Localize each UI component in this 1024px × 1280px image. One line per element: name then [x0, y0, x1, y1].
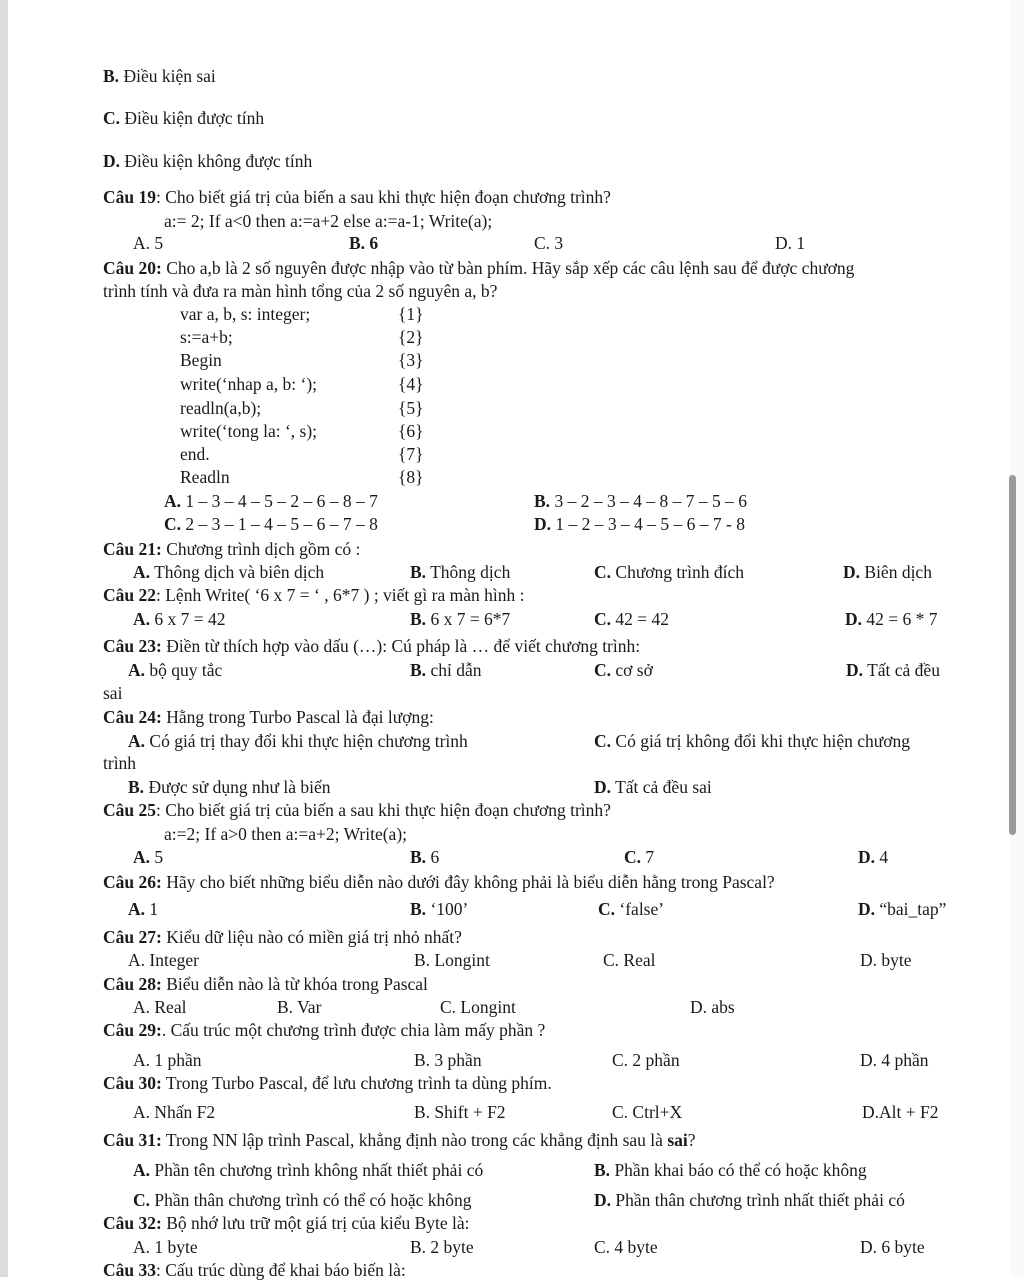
q20-question: Câu 20: Cho a,b là 2 số nguyên được nhập vào từ bàn phím. Hãy sắp xếp các câu lệnh sau để được chương	[103, 258, 855, 278]
q32-option-d: D. 6 byte	[860, 1237, 925, 1257]
q23-option-d-wrap: sai	[103, 683, 123, 703]
q22-question: Câu 22: Lệnh Write( ‘6 x 7 = ‘ , 6*7 ) ; viết gì ra màn hình :	[103, 585, 525, 605]
q20-stmt-code: write(‘nhap a, b: ‘);	[180, 374, 318, 394]
q24-question: Câu 24: Hằng trong Turbo Pascal là đại lượng:	[103, 707, 434, 727]
q29-option-b: B. 3 phần	[414, 1050, 482, 1070]
q26-option-b: B. ‘100’	[410, 899, 469, 919]
q20-stmt-num: {6}	[398, 421, 424, 441]
q26-question: Câu 26: Hãy cho biết những biểu diễn nào dưới đây không phải là biểu diễn hằng trong Pascal?	[103, 872, 775, 892]
q30-option-c: C. Ctrl+X	[612, 1102, 683, 1122]
q27-question: Câu 27: Kiểu dữ liệu nào có miền giá trị nhỏ nhất?	[103, 927, 462, 947]
q20-option-d: D. 1 – 2 – 3 – 4 – 5 – 6 – 7 - 8	[534, 514, 745, 534]
q30-option-b: B. Shift + F2	[414, 1102, 506, 1122]
q19-code: a:= 2; If a<0 then a:=a+2 else a:=a-1; Write(a);	[164, 211, 493, 231]
q32-question: Câu 32: Bộ nhớ lưu trữ một giá trị của kiểu Byte là:	[103, 1213, 470, 1233]
q31-option-a: A. Phần tên chương trình không nhất thiết phải có	[133, 1160, 484, 1180]
q28-option-d: D. abs	[690, 997, 735, 1017]
q31-option-d: D. Phần thân chương trình nhất thiết phải có	[594, 1190, 905, 1210]
q23-question: Câu 23: Điền từ thích hợp vào dấu (…): Cú pháp là … để viết chương trình:	[103, 636, 641, 656]
q20-stmt-code: end.	[180, 444, 210, 464]
q20-stmt-num: {2}	[398, 327, 424, 347]
q22-option-c: C. 42 = 42	[594, 609, 670, 629]
q21-question: Câu 21: Chương trình dịch gồm có :	[103, 539, 361, 559]
page-left-edge	[0, 0, 8, 1277]
q21-option-d: D. Biên dịch	[843, 562, 932, 582]
q19-option-c: C. 3	[534, 233, 564, 253]
q27-option-c: C. Real	[603, 950, 656, 970]
q30-question: Câu 30: Trong Turbo Pascal, để lưu chương trình ta dùng phím.	[103, 1073, 552, 1093]
q24-option-c: C. Có giá trị không đổi khi thực hiện chương	[594, 731, 910, 751]
q26-option-c: C. ‘false’	[598, 899, 665, 919]
q20-stmt-code: Readln	[180, 467, 230, 487]
q18-option-d: D. Điều kiện không được tính	[103, 151, 313, 171]
q19-option-b: B. 6	[349, 233, 379, 253]
q26-option-d: D. “bai_tap”	[858, 899, 947, 919]
q31-option-b: B. Phần khai báo có thể có hoặc không	[594, 1160, 867, 1180]
q24-option-b: B. Được sử dụng như là biến	[128, 777, 331, 797]
q24-option-c-wrap: trình	[103, 753, 137, 773]
q21-option-c: C. Chương trình đích	[594, 562, 744, 582]
q30-option-d: D.Alt + F2	[862, 1102, 939, 1122]
q23-option-a: A. bộ quy tắc	[128, 660, 223, 680]
q25-question: Câu 25: Cho biết giá trị của biến a sau khi thực hiện đoạn chương trình?	[103, 800, 611, 820]
q23-option-b: B. chỉ dẫn	[410, 660, 482, 680]
q25-option-b: B. 6	[410, 847, 440, 867]
q20-stmt-num: {3}	[398, 350, 424, 370]
q20-stmt-num: {7}	[398, 444, 424, 464]
q32-option-b: B. 2 byte	[410, 1237, 474, 1257]
q20-stmt-code: var a, b, s: integer;	[180, 304, 311, 324]
q22-option-b: B. 6 x 7 = 6*7	[410, 609, 511, 629]
q28-question: Câu 28: Biểu diễn nào là từ khóa trong Pascal	[103, 974, 428, 994]
q22-option-d: D. 42 = 6 * 7	[845, 609, 938, 629]
q20-question-cont: trình tính và đưa ra màn hình tổng của 2 số nguyên a, b?	[103, 281, 498, 301]
q25-code: a:=2; If a>0 then a:=a+2; Write(a);	[164, 824, 408, 844]
scrollbar-thumb[interactable]	[1009, 475, 1016, 835]
q31-question: Câu 31: Trong NN lập trình Pascal, khẳng định nào trong các khẳng định sau là sai?	[103, 1130, 696, 1150]
q20-stmt-code: write(‘tong la: ‘, s);	[180, 421, 318, 441]
q19-option-a: A. 5	[133, 233, 164, 253]
q18-option-c: C. Điều kiện được tính	[103, 108, 265, 128]
q33-question: Câu 33: Cấu trúc dùng để khai báo biến là:	[103, 1260, 406, 1280]
q32-option-c: C. 4 byte	[594, 1237, 658, 1257]
q28-option-b: B. Var	[277, 997, 322, 1017]
q20-stmt-num: {5}	[398, 398, 424, 418]
q32-option-a: A. 1 byte	[133, 1237, 198, 1257]
q20-stmt-code: Begin	[180, 350, 222, 370]
q20-option-c: C. 2 – 3 – 1 – 4 – 5 – 6 – 7 – 8	[164, 514, 378, 534]
q20-stmt-num: {8}	[398, 467, 424, 487]
q29-option-c: C. 2 phần	[612, 1050, 680, 1070]
q21-option-a: A. Thông dịch và biên dịch	[133, 562, 325, 582]
q20-stmt-num: {1}	[398, 304, 424, 324]
q24-option-d: D. Tất cả đều sai	[594, 777, 712, 797]
q30-option-a: A. Nhấn F2	[133, 1102, 216, 1122]
q28-option-c: C. Longint	[440, 997, 516, 1017]
q22-option-a: A. 6 x 7 = 42	[133, 609, 226, 629]
q24-option-a: A. Có giá trị thay đổi khi thực hiện chương trình	[128, 731, 468, 751]
q27-option-b: B. Longint	[414, 950, 490, 970]
q27-option-d: D. byte	[860, 950, 912, 970]
q21-option-b: B. Thông dịch	[410, 562, 511, 582]
q19-question: Câu 19: Cho biết giá trị của biến a sau khi thực hiện đoạn chương trình?	[103, 187, 611, 207]
q20-option-a: A. 1 – 3 – 4 – 5 – 2 – 6 – 8 – 7	[164, 491, 378, 511]
q25-option-d: D. 4	[858, 847, 889, 867]
q27-option-a: A. Integer	[128, 950, 199, 970]
q20-stmt-code: readln(a,b);	[180, 398, 262, 418]
q29-option-a: A. 1 phần	[133, 1050, 202, 1070]
q23-option-c: C. cơ sở	[594, 660, 653, 680]
q20-option-b: B. 3 – 2 – 3 – 4 – 8 – 7 – 5 – 6	[534, 491, 747, 511]
q20-stmt-code: s:=a+b;	[180, 327, 233, 347]
q19-option-d: D. 1	[775, 233, 806, 253]
q31-option-c: C. Phần thân chương trình có thể có hoặc không	[133, 1190, 472, 1210]
q20-stmt-num: {4}	[398, 374, 424, 394]
q23-option-d: D. Tất cả đều	[846, 660, 940, 680]
q25-option-a: A. 5	[133, 847, 164, 867]
q26-option-a: A. 1	[128, 899, 159, 919]
q18-option-b: B. Điều kiện sai	[103, 66, 216, 86]
q29-question: Câu 29:. Cấu trúc một chương trình được chia làm mấy phần ?	[103, 1020, 546, 1040]
q29-option-d: D. 4 phần	[860, 1050, 929, 1070]
q25-option-c: C. 7	[624, 847, 655, 867]
q28-option-a: A. Real	[133, 997, 187, 1017]
